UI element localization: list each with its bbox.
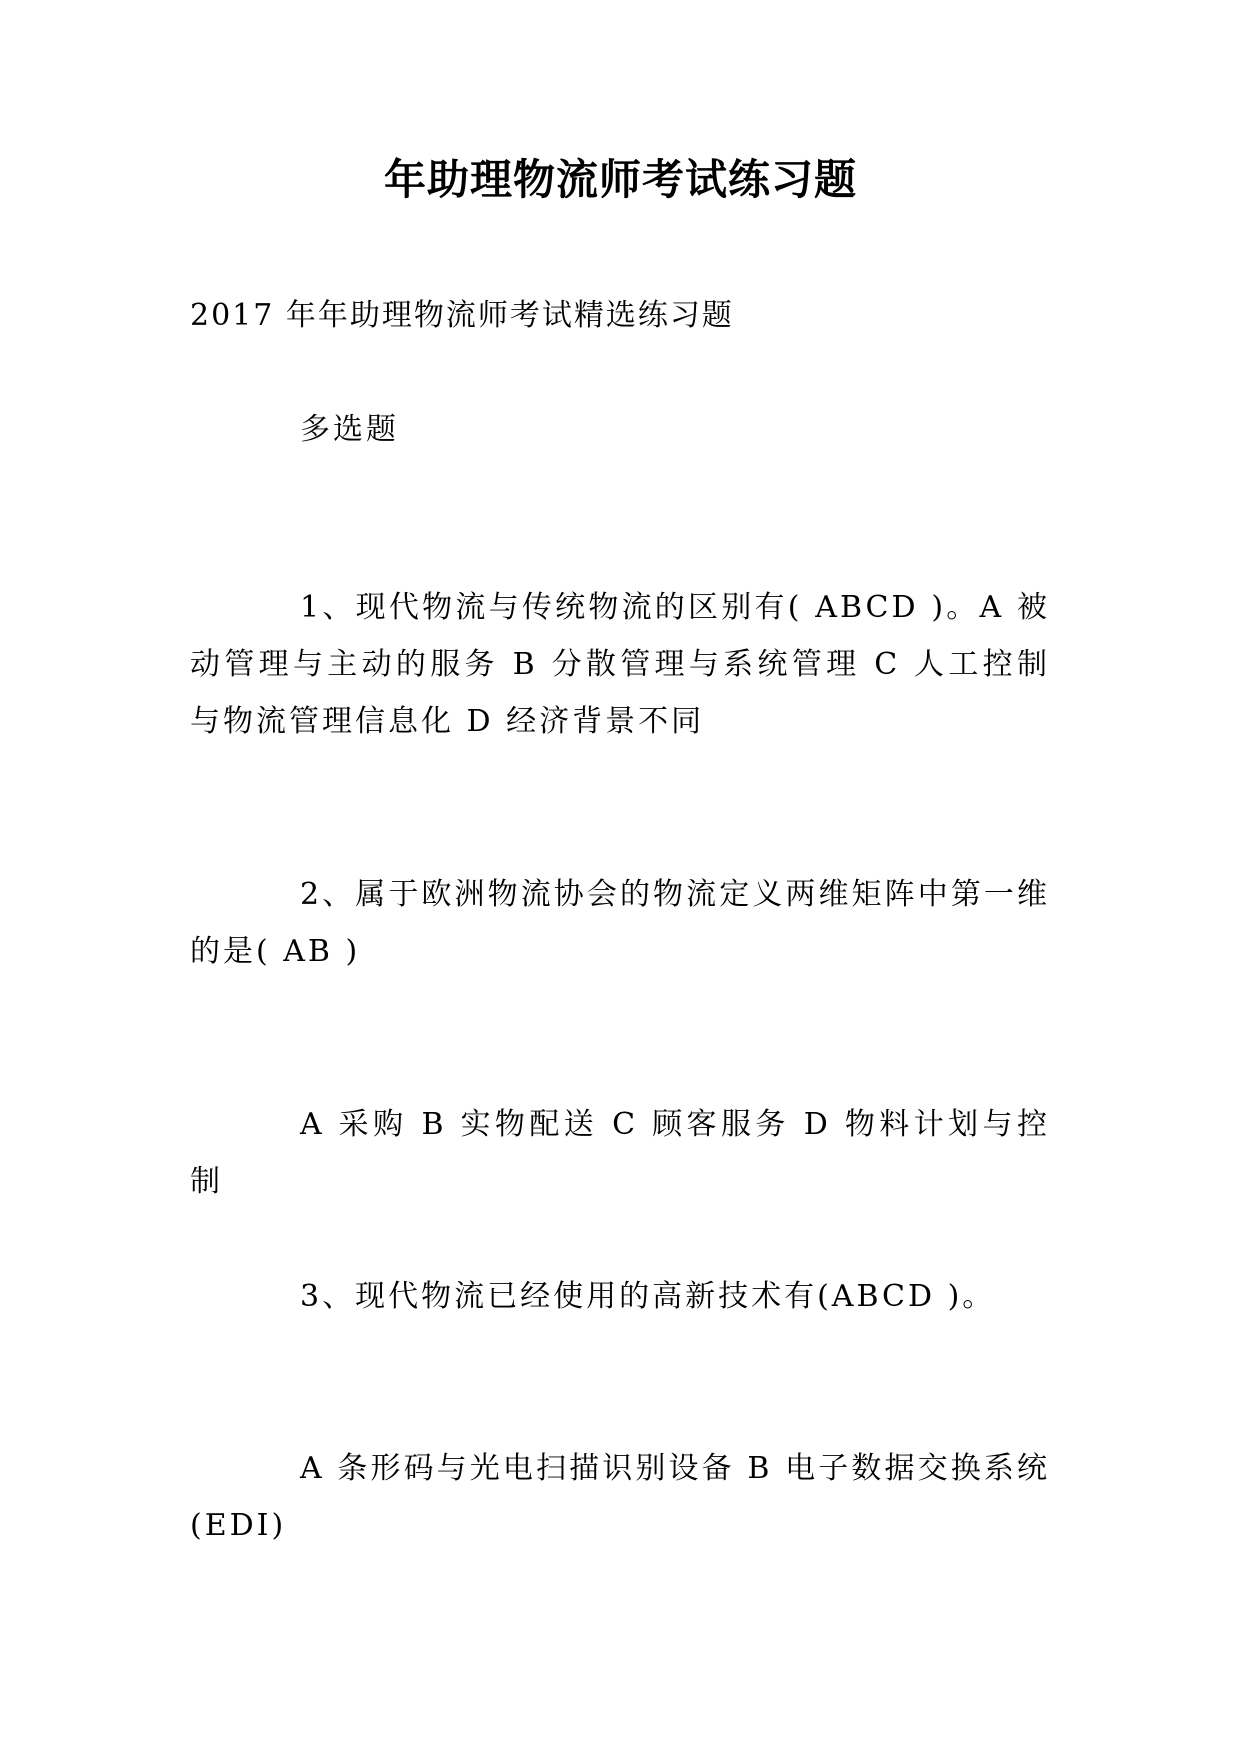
- section-heading: 多选题: [300, 412, 399, 447]
- document-subtitle: 2017 年年助理物流师考试精选练习题: [190, 298, 734, 333]
- question-2-options: A 采购 B 实物配送 C 顾客服务 D 物料计划与控制: [190, 1107, 1050, 1199]
- question-1-text: 1、现代物流与传统物流的区别有( ABCD )。A 被动管理与主动的服务 B 分散管理与系统管理 C 人工控制与物流管理信息化 D 经济背景不同: [190, 590, 1050, 739]
- question-2-text: 2、属于欧洲物流协会的物流定义两维矩阵中第一维的是( AB ): [190, 877, 1050, 969]
- document-title: 年助理物流师考试练习题: [383, 155, 857, 204]
- question-3-options: A 条形码与光电扫描识别设备 B 电子数据交换系统(EDI): [190, 1451, 1050, 1543]
- question-3-text: 3、现代物流已经使用的高新技术有(ABCD )。: [300, 1279, 996, 1314]
